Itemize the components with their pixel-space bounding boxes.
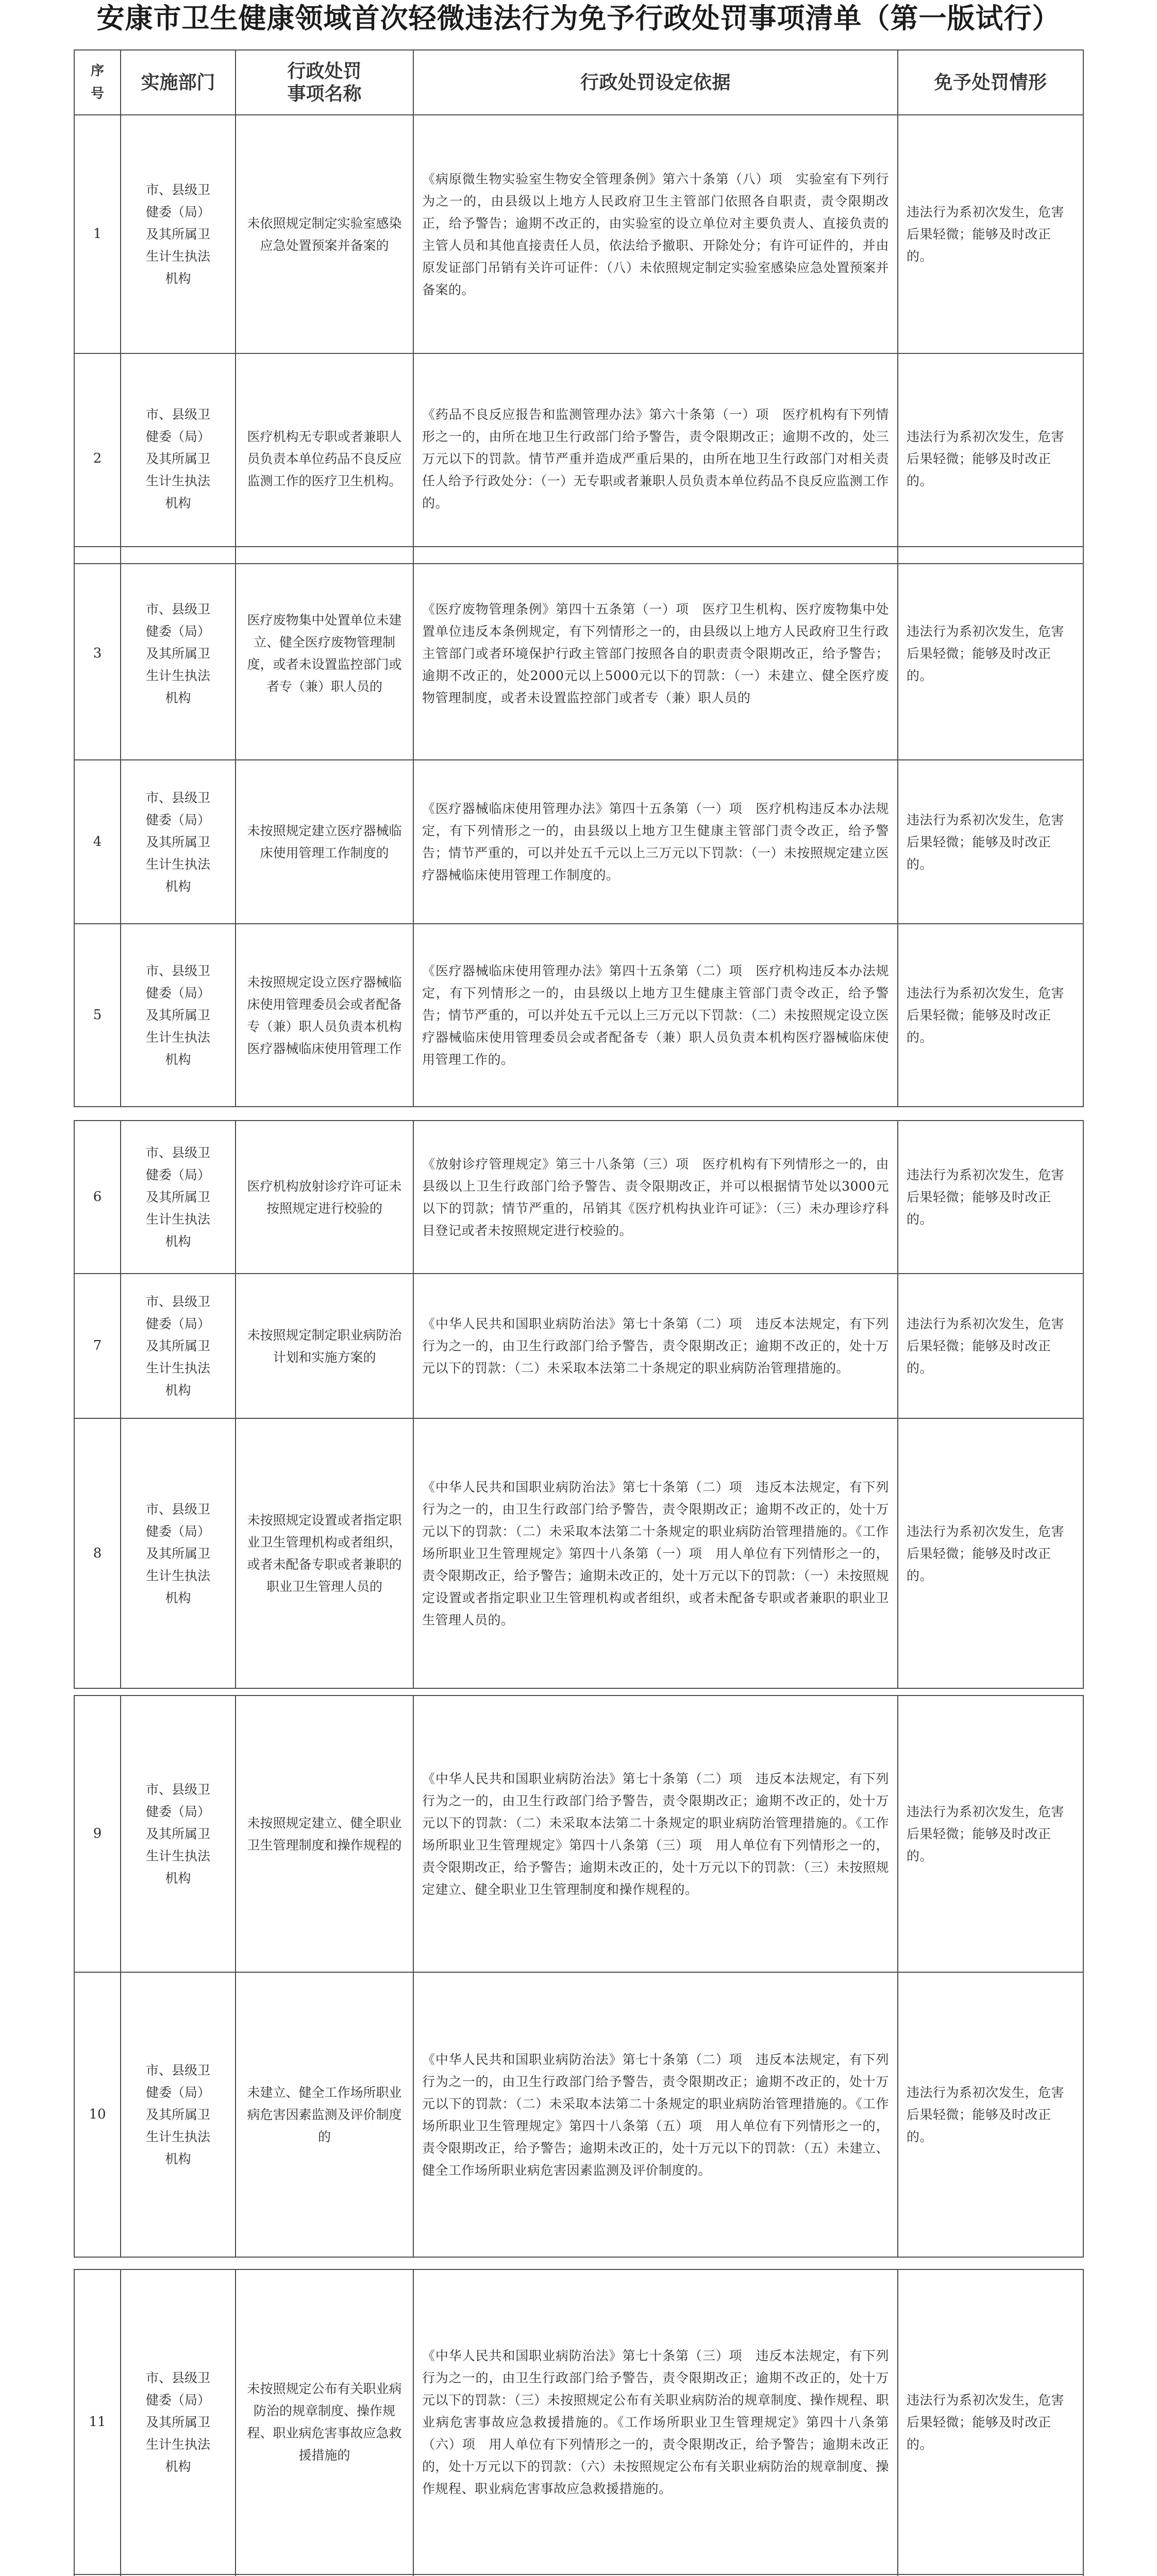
row-department: 市、县级卫 健委（局） 及其所属卫 生计生执法 机构 [120,354,235,563]
row-item-name: 未按照规定设置或者指定职业卫生管理机构或者组织，或者未配备专职或者兼职的职业卫生管理人员的 [235,1419,413,1688]
row-exemption: 违法行为系初次发生，危害后果轻微；能够及时改正的。 [897,115,1083,353]
header-exemption: 免予处罚情形 [897,50,1083,114]
row-department: 市、县级卫 健委（局） 及其所属卫 生计生执法 机构 [120,2270,235,2574]
row-legal-basis: 《中华人民共和国职业病防治法》第七十条第（二）项 违反本法规定，有下列行为之一的，由卫生行政部门给予警告，责令限期改正；逾期不改正的，处十万元以下的罚款：（二）未采取本法第二十条规定的职业病防治管理措施的。《工作场所职业卫生管理规定》第四十八条第（一）项 用人单位有下列情形之一的，责令限期改正，给予警告；逾期未改正的，处十万元以下的罚款：（一）未按照规定设置或者指定职业卫生管理机构或者组织，或者未配备专职或者兼职的职业卫生管理人员的。 [413,1419,897,1688]
document-title: 安康市卫生健康领域首次轻微违法行为免予行政处罚事项清单（第一版试行） [96,2,1061,35]
row-no: 8 [93,1545,102,1561]
row-no: 11 [89,2414,106,2430]
row-item-name: 医疗机构无专职或者兼职人员负责本单位药品不良反应监测工作的医疗卫生机构。 [235,354,413,563]
row-department: 市、县级卫 健委（局） 及其所属卫 生计生执法 机构 [120,1696,235,1972]
row-exemption: 违法行为系初次发生，危害后果轻微；能够及时改正的。 [897,924,1083,1106]
row-department: 市、县级卫 健委（局） 及其所属卫 生计生执法 机构 [120,1274,235,1418]
table-page-3 [74,1120,1084,1689]
table-page-4 [74,1695,1084,2258]
row-item-name: 未按照规定建立医疗器械临床使用管理工作制度的 [235,760,413,923]
table-page-2 [74,546,1084,1107]
row-legal-basis: 《中华人民共和国职业病防治法》第七十条第（二）项 违反本法规定，有下列行为之一的，由卫生行政部门给予警告，责令限期改正；逾期不改正的，处十万元以下的罚款：（二）未采取本法第二十条规定的职业病防治管理措施的。《工作场所职业卫生管理规定》第四十八条第（三）项 用人单位有下列情形之一的，责令限期改正，给予警告；逾期未改正的，处十万元以下的罚款：（三）未按照规定建立、健全职业卫生管理制度和操作规程的。 [413,1696,897,1972]
table-header [75,50,1083,114]
row-item-name: 医疗废物集中处置单位未建立、健全医疗废物管理制度，或者未设置监控部门或者专（兼）职人员的 [235,547,413,759]
table-row [75,353,1083,563]
row-legal-basis: 《中华人民共和国职业病防治法》第七十条第（三）项 违反本法规定，有下列行为之一的，由卫生行政部门给予警告，责令限期改正；逾期不改正的，处十万元以下的罚款：（三）未按照规定公布有关职业病防治的规章制度、操作规程、职业病危害事故应急救援措施的。《工作场所职业卫生管理规定》第四十八条第（六）项 用人单位有下列情形之一的，责令限期改正，给予警告；逾期未改正的，处十万元以下的罚款：（六）未按照规定公布有关职业病防治的规章制度、操作规程、职业病危害事故应急救援措施的。 [413,2270,897,2574]
row-no: 6 [93,1189,102,1205]
row-legal-basis: 《医疗废物管理条例》第四十五条第（一）项 医疗卫生机构、医疗废物集中处置单位违反本条例规定，有下列情形之一的，由县级以上地方人民政府卫生行政主管部门或者环境保护行政主管部门按照各自的职责责令限期改正，给予警告；逾期不改正的，处2000元以上5000元以下的罚款：（一）未建立、健全医疗废物管理制度，或者未设置监控部门或者专（兼）职人员的 [413,547,897,759]
row-department: 市、县级卫 健委（局） 及其所属卫 生计生执法 机构 [120,760,235,923]
row-legal-basis: 《医疗器械临床使用管理办法》第四十五条第（二）项 医疗机构违反本办法规定，有下列情形之一的，由县级以上地方卫生健康主管部门责令改正，给予警告；情节严重的，可以并处五千元以上三万元以下罚款：（二）未按照规定设立医疗器械临床使用管理委员会或者配备专（兼）职人员负责本机构医疗器械临床使用管理工作的。 [413,924,897,1106]
row-department: 市、县级卫 健委（局） 及其所属卫 生计生执法 机构 [120,1973,235,2257]
row-item-name: 未按照规定公布有关职业病防治的规章制度、操作规程、职业病危害事故应急救援措施的 [235,2270,413,2574]
row-department: 市、县级卫 健委（局） 及其所属卫 生计生执法 机构 [120,547,235,759]
row-exemption: 违法行为系初次发生，危害后果轻微；能够及时改正的。 [897,1696,1083,1972]
row-no: 9 [93,1826,102,1841]
row-item-name: 未按照规定建立、健全职业卫生管理制度和操作规程的 [235,1696,413,1972]
row-no: 5 [93,1007,102,1023]
table-page-5 [74,2269,1084,2576]
row-exemption: 违法行为系初次发生，危害后果轻微；能够及时改正的。 [897,354,1083,563]
row-department: 市、县级卫 健委（局） 及其所属卫 生计生执法 机构 [120,1121,235,1273]
header-legal-basis: 行政处罚设定依据 [413,50,897,114]
header-serial-no: 序 号 [90,63,104,101]
table-row [75,923,1083,1106]
row-legal-basis: 《中华人民共和国职业病防治法》第七十条第（二）项 违反本法规定，有下列行为之一的，由卫生行政部门给予警告，责令限期改正；逾期不改正的，处十万元以下的罚款：（二）未采取本法第二十条规定的职业病防治管理措施的。 [413,1274,897,1418]
table-row [75,1972,1083,2257]
table-row [75,1418,1083,1688]
row-no: 7 [93,1338,102,1353]
row-item-name: 未按照规定制定职业病防治计划和实施方案的 [235,1274,413,1418]
row-exemption: 违法行为系初次发生，危害后果轻微；能够及时改正的。 [897,2270,1083,2574]
table-page-1 [74,49,1084,564]
row-department: 市、县级卫 健委（局） 及其所属卫 生计生执法 机构 [120,1419,235,1688]
row-legal-basis: 《药品不良反应报告和监测管理办法》第六十条第（一）项 医疗机构有下列情形之一的，由所在地卫生行政部门给予警告，责令限期改正；逾期不改的，处三万元以下的罚款。情节严重并造成严重后果的，由所在地卫生行政部门对相关责任人给予行政处分：（一）无专职或者兼职人员负责本单位药品不良反应监测工作的。 [413,354,897,563]
row-no: 10 [89,2107,106,2122]
table-row [75,2270,1083,2574]
row-exemption: 违法行为系初次发生，危害后果轻微；能够及时改正的。 [897,1274,1083,1418]
row-department: 市、县级卫 健委（局） 及其所属卫 生计生执法 机构 [120,115,235,353]
header-penalty-item: 行政处罚 事项名称 [235,50,413,114]
row-legal-basis: 《中华人民共和国职业病防治法》第七十条第（二）项 违反本法规定，有下列行为之一的，由卫生行政部门给予警告，责令限期改正；逾期不改正的，处十万元以下的罚款：（二）未采取本法第二十条规定的职业病防治管理措施的。《工作场所职业卫生管理规定》第四十八条第（五）项 用人单位有下列情形之一的，责令限期改正，给予警告；逾期未改正的，处十万元以下的罚款：（五）未建立、健全工作场所职业病危害因素监测及评价制度的。 [413,1973,897,2257]
row-item-name: 未按照规定设立医疗器械临床使用管理委员会或者配备专（兼）职人员负责本机构医疗器械临床使用管理工作 [235,924,413,1106]
row-legal-basis: 《医疗器械临床使用管理办法》第四十五条第（一）项 医疗机构违反本办法规定，有下列情形之一的，由县级以上地方卫生健康主管部门责令改正，给予警告；情节严重的，可以并处五千元以上三万元以下罚款：（一）未按照规定建立医疗器械临床使用管理工作制度的。 [413,760,897,923]
table-row [75,759,1083,923]
row-exemption: 违法行为系初次发生，危害后果轻微；能够及时改正的。 [897,760,1083,923]
row-no: 1 [93,226,102,242]
row-exemption: 违法行为系初次发生，危害后果轻微；能够及时改正的。 [897,1973,1083,2257]
row-item-name: 未依照规定制定实验室感染应急处置预案并备案的 [235,115,413,353]
table-row [75,114,1083,353]
table-row [75,547,1083,759]
row-item-name: 医疗机构放射诊疗许可证未按照规定进行校验的 [235,1121,413,1273]
row-exemption: 违法行为系初次发生，危害后果轻微；能够及时改正的。 [897,547,1083,759]
row-legal-basis: 《病原微生物实验室生物安全管理条例》第六十条第（八）项 实验室有下列行为之一的，由县级以上地方人民政府卫生主管部门依照各自职责，责令限期改正，给予警告；逾期不改正的，由实验室的设立单位对主要负责人、直接负责的主管人员和其他直接责任人员，依法给予撤职、开除处分；有许可证件的，并由原发证部门吊销有关许可证件：（八）未依照规定制定实验室感染应急处置预案并备案的。 [413,115,897,353]
row-no: 2 [93,450,102,466]
table-row [75,1273,1083,1418]
table-row [75,2574,1083,2576]
row-item-name: 未建立、健全工作场所职业病危害因素监测及评价制度的 [235,1973,413,2257]
row-department: 市、县级卫 健委（局） 及其所属卫 生计生执法 机构 [120,924,235,1106]
row-exemption: 违法行为系初次发生，危害后果轻微；能够及时改正的。 [897,1419,1083,1688]
row-no: 3 [93,645,102,661]
row-legal-basis: 《放射诊疗管理规定》第三十八条第（三）项 医疗机构有下列情形之一的，由县级以上卫生行政部门给予警告、责令限期改正，并可以根据情节处以3000元以下的罚款；情节严重的，吊销其《医疗机构执业许可证》：（三）未办理诊疗科目登记或者未按照规定进行校验的。 [413,1121,897,1273]
table-row [75,1121,1083,1273]
row-exemption: 违法行为系初次发生，危害后果轻微；能够及时改正的。 [897,1121,1083,1273]
row-no: 4 [93,834,102,850]
table-row [75,1696,1083,1972]
header-department: 实施部门 [120,50,235,114]
